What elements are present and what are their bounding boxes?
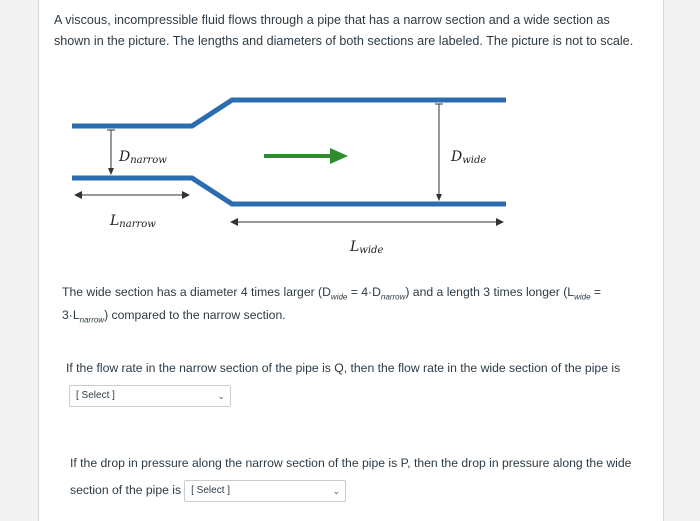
- info-text: = 4·D: [347, 285, 381, 299]
- info-text: The wide section has a diameter 4 times larger (D: [62, 285, 331, 299]
- pipe-bottom-wall: [72, 178, 506, 204]
- d-narrow-label: Dnarrow: [119, 149, 167, 166]
- question-flow-rate-text: If the flow rate in the narrow section of the pipe is Q, then the flow rate in the wide section of the pipe is: [66, 361, 621, 375]
- pressure-drop-select[interactable]: [184, 480, 346, 502]
- chevron-down-icon: ⌄: [217, 390, 225, 401]
- question-flow-rate: [66, 355, 636, 409]
- l-narrow-label: Lnarrow: [110, 213, 156, 230]
- info-subscript: wide: [330, 292, 348, 302]
- info-text: ) and a length 3 times longer (L: [405, 285, 575, 299]
- dimension-info: [62, 283, 642, 330]
- question-intro: A viscous, incompressible fluid flows through a pipe that has a narrow section and a wide section as shown in the picture. The lengths and diameters of both sections are labeled. The picture is not to scale.: [54, 13, 634, 48]
- info-subscript: narrow: [79, 315, 105, 325]
- question-pressure-drop-text: If the drop in pressure along the narrow section of the pipe is P, then the drop in pressure along the wide section of the pipe is: [70, 456, 632, 497]
- d-wide-label: Dwide: [451, 149, 487, 166]
- chevron-down-icon: ⌄: [332, 485, 341, 496]
- l-wide-label: Lwide: [350, 239, 384, 256]
- info-text: = 3·L: [62, 285, 602, 323]
- info-subscript: wide: [574, 292, 591, 302]
- d-narrow-arrowhead: [108, 168, 114, 175]
- flow-arrow-head: [330, 148, 348, 164]
- flow-rate-select[interactable]: [69, 385, 231, 407]
- info-subscript: narrow: [380, 292, 406, 302]
- d-wide-arrowhead: [436, 194, 442, 201]
- question-pressure-drop: [70, 450, 640, 504]
- pressure-drop-select-value: [ Select ]: [191, 484, 231, 496]
- info-text: ) compared to the narrow section.: [104, 308, 286, 323]
- flow-rate-select-value: [ Select ]: [76, 389, 115, 401]
